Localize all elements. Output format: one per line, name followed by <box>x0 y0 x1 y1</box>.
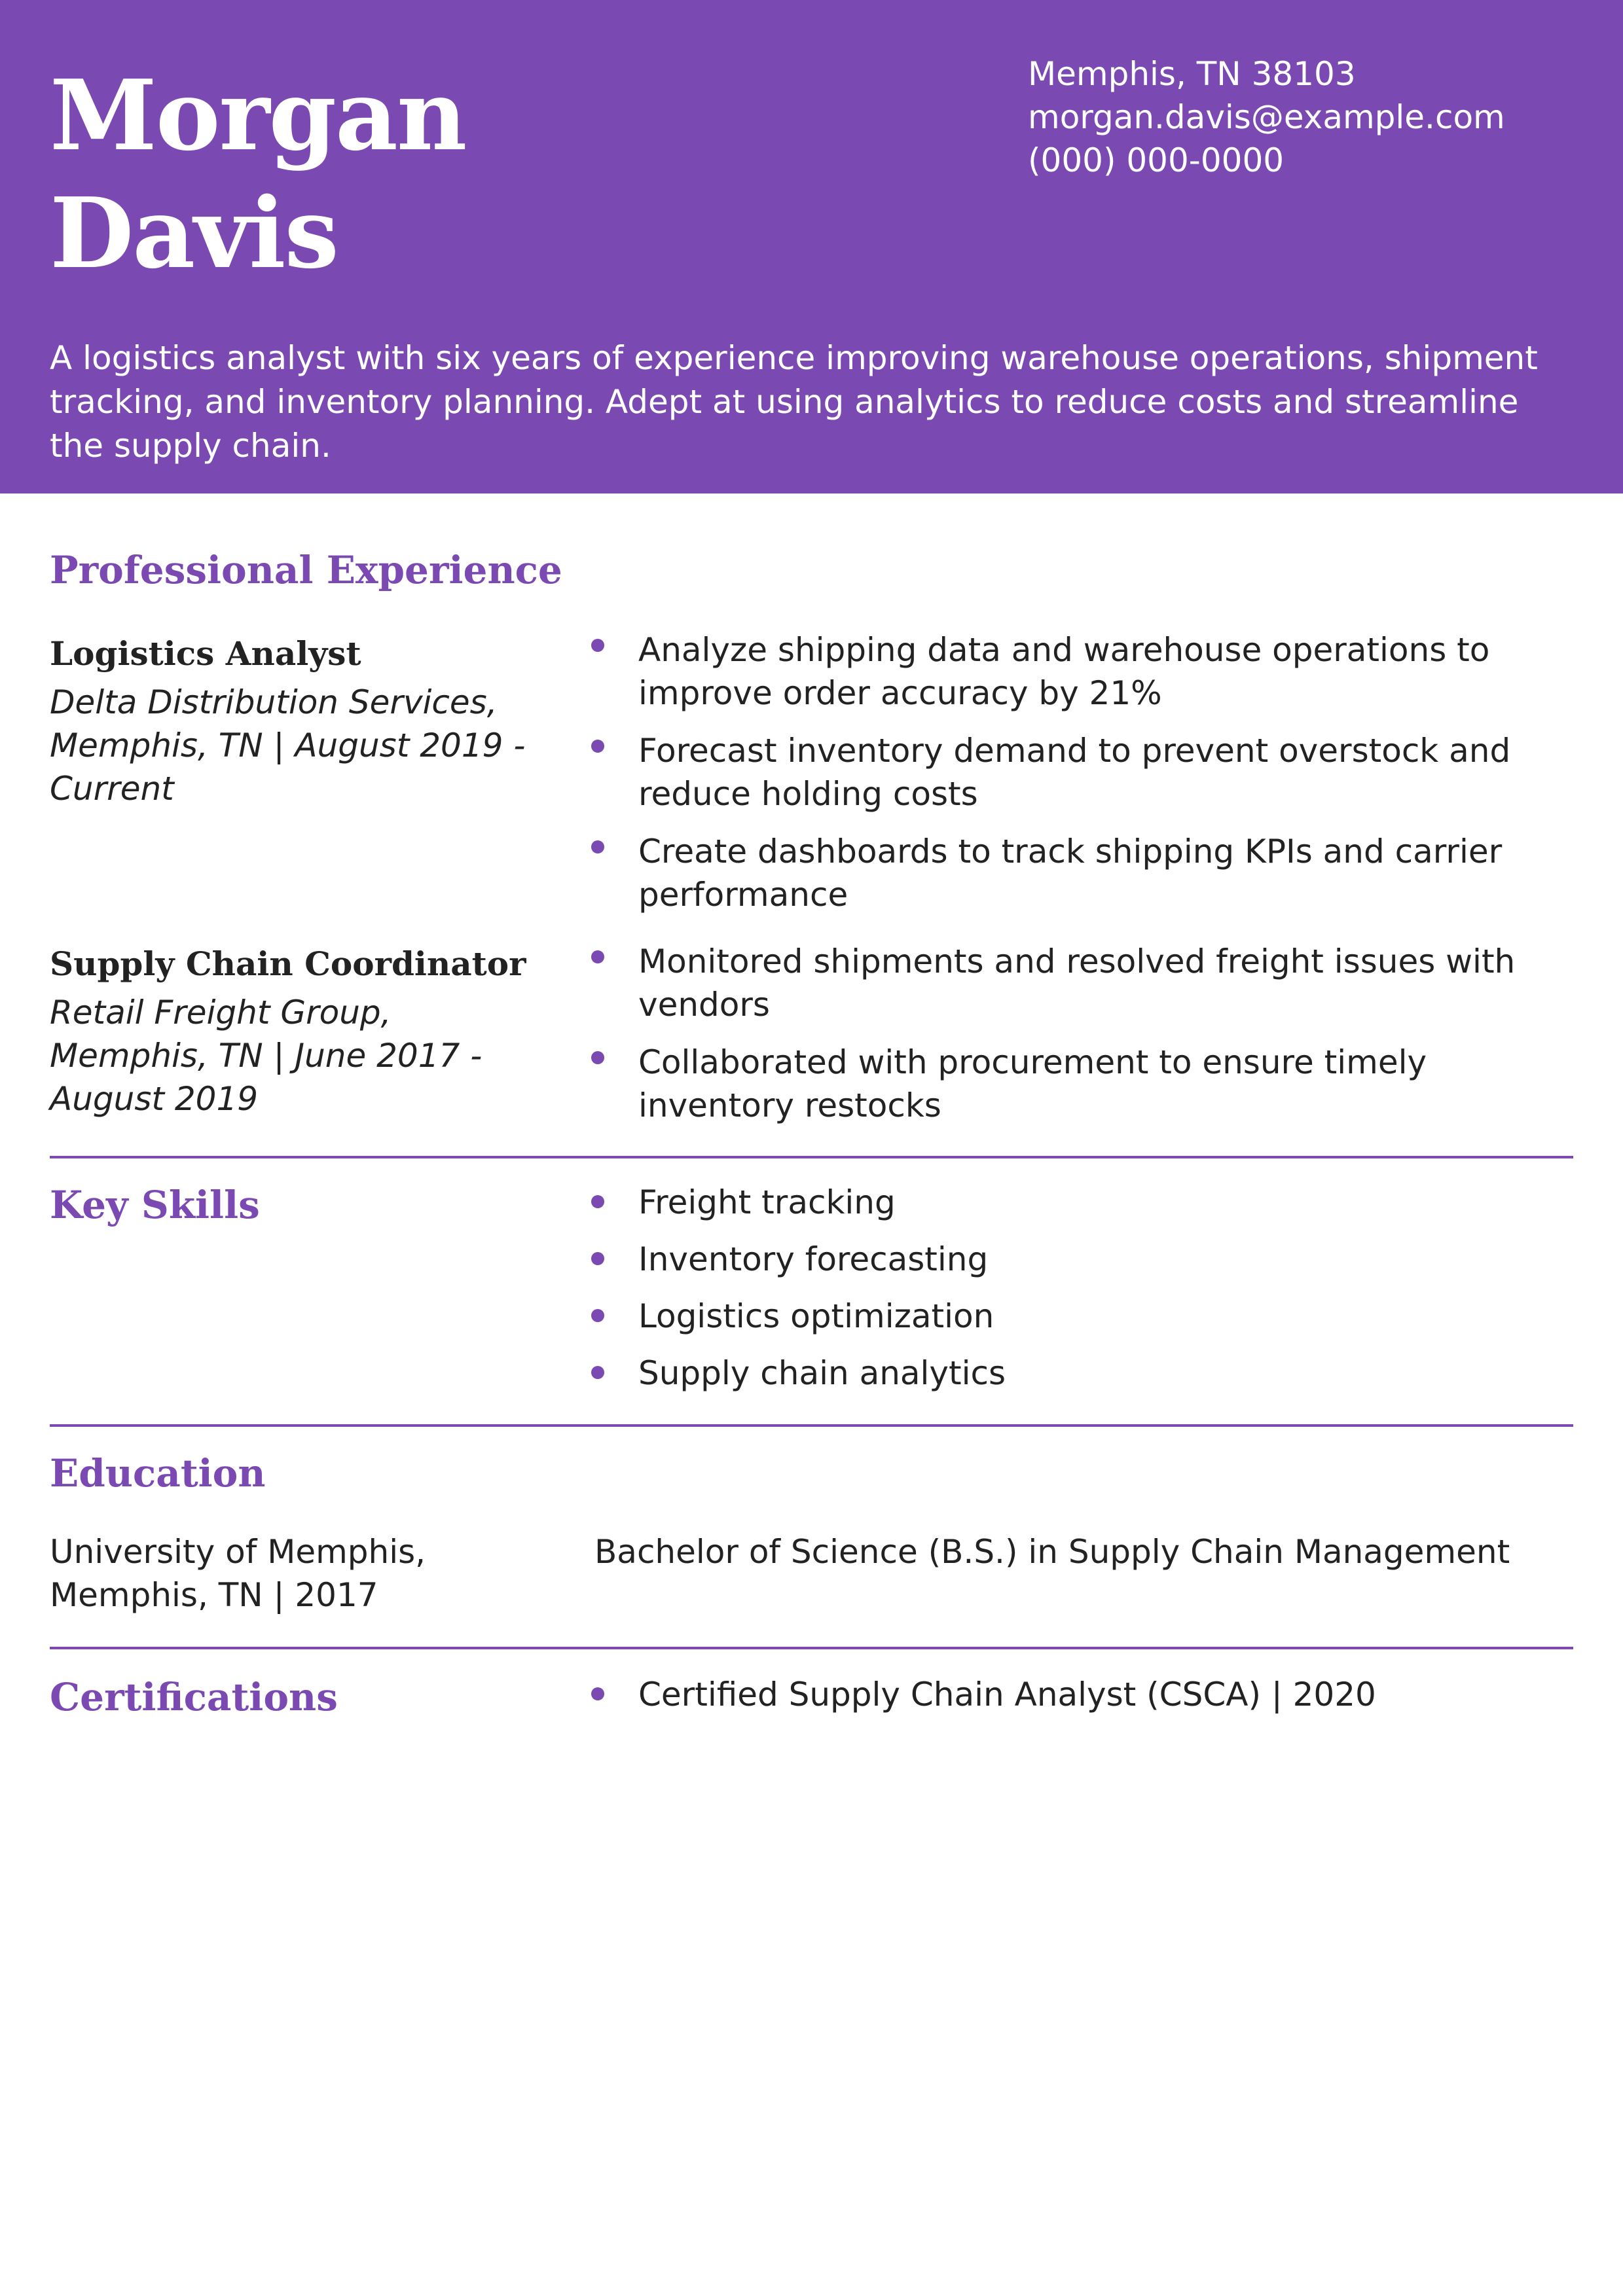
bullet-dot-icon <box>591 740 604 753</box>
section-title-skills: Key Skills <box>50 1183 260 1227</box>
job-bullet-line: Forecast inventory demand to prevent overstock and <box>638 732 1511 770</box>
job-meta-line: Current <box>50 770 174 808</box>
profile-summary: A logistics analyst with six years of experience improving warehouse operations, shipment tracking, and inventory planning. Adept at using analytics to reduce costs and streamline the supply chain. <box>50 339 1538 465</box>
certification-item: Certified Supply Chain Analyst (CSCA) | 2020 <box>638 1676 1376 1713</box>
skill-item: Inventory forecasting <box>638 1240 989 1278</box>
bullet-dot-icon <box>591 1366 604 1379</box>
skill-item: Logistics optimization <box>638 1297 994 1335</box>
section-title-education: Education <box>50 1451 266 1496</box>
job-bullet-line: performance <box>638 876 848 914</box>
section-divider <box>50 1647 1573 1649</box>
education-school-line: University of Memphis, <box>50 1533 426 1571</box>
bullet-dot-icon <box>591 840 604 853</box>
section-title-experience: Professional Experience <box>50 548 562 592</box>
education-degree: Bachelor of Science (B.S.) in Supply Chain Management <box>594 1533 1510 1571</box>
job-bullet-line: vendors <box>638 986 770 1024</box>
job-bullet-line: inventory restocks <box>638 1086 941 1124</box>
job-meta-line: Memphis, TN | June 2017 - <box>50 1037 483 1075</box>
job-meta-line: Delta Distribution Services, <box>50 683 498 721</box>
section-divider <box>50 1424 1573 1427</box>
job-bullet-line: reduce holding costs <box>638 775 978 813</box>
section-title-certifications: Certifications <box>50 1675 338 1719</box>
name-first: Morgan <box>50 58 466 172</box>
job-role: Logistics Analyst <box>50 634 361 673</box>
job-bullet-line: Collaborated with procurement to ensure timely <box>638 1043 1427 1081</box>
job-bullet-line: Analyze shipping data and warehouse operations to <box>638 631 1490 669</box>
section-divider <box>50 1156 1573 1158</box>
contact-phone[interactable]: (000) 000-0000 <box>1028 141 1285 179</box>
bullet-dot-icon <box>591 1309 604 1322</box>
contact-email[interactable]: morgan.davis@example.com <box>1028 98 1505 136</box>
bullet-dot-icon <box>591 1687 604 1700</box>
skill-item: Freight tracking <box>638 1183 896 1221</box>
education-school-line: Memphis, TN | 2017 <box>50 1576 378 1614</box>
job-meta-line: August 2019 <box>50 1080 259 1118</box>
contact-location: Memphis, TN 38103 <box>1028 55 1356 93</box>
bullet-dot-icon <box>591 1252 604 1265</box>
job-bullet-line: improve order accuracy by 21% <box>638 674 1162 712</box>
job-meta-line: Memphis, TN | August 2019 - <box>50 726 526 764</box>
bullet-dot-icon <box>591 1195 604 1208</box>
bullet-dot-icon <box>591 950 604 963</box>
skill-item: Supply chain analytics <box>638 1354 1006 1392</box>
name-last: Davis <box>50 176 338 290</box>
bullet-dot-icon <box>591 1051 604 1064</box>
bullet-dot-icon <box>591 639 604 652</box>
job-bullet-line: Create dashboards to track shipping KPIs and carrier <box>638 833 1503 870</box>
job-role: Supply Chain Coordinator <box>50 944 526 983</box>
job-meta-line: Retail Freight Group, <box>50 994 392 1031</box>
job-bullet-line: Monitored shipments and resolved freight issues with <box>638 942 1516 980</box>
header-banner <box>0 0 1623 493</box>
